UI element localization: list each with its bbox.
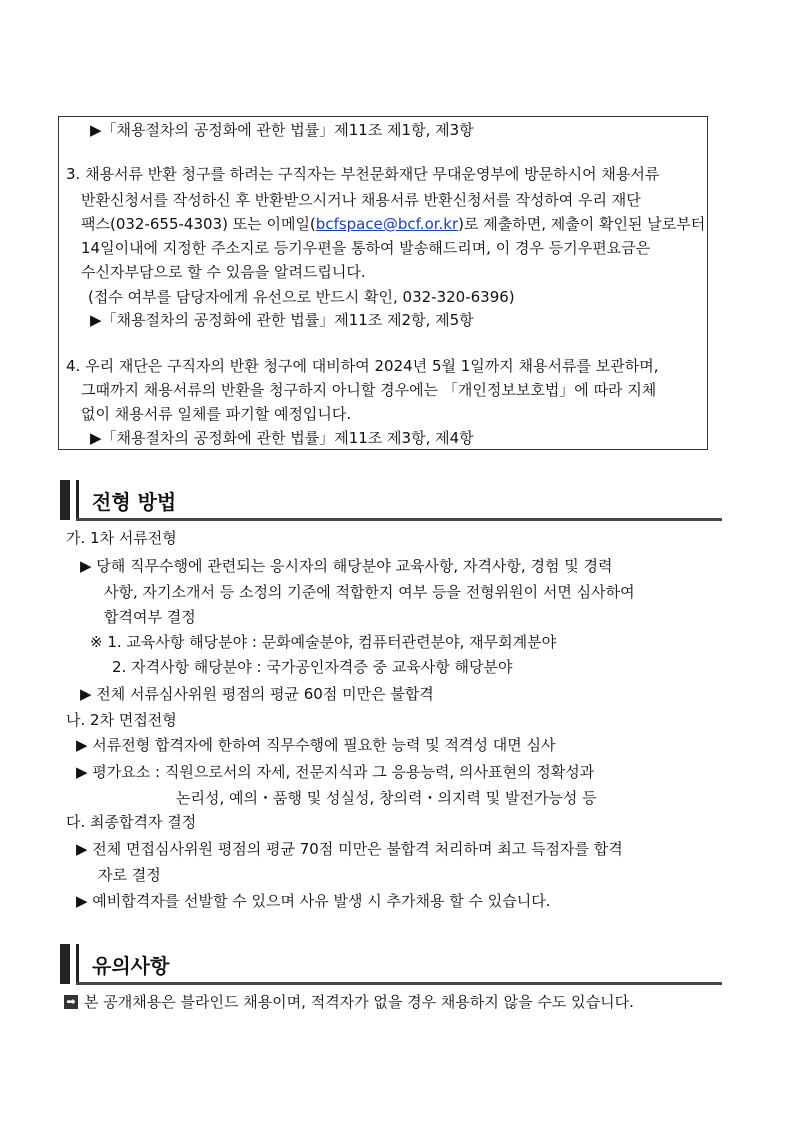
stage2-bullet1: ▶ 서류전형 합격자에 한하여 직무수행에 필요한 능력 및 적격성 대면 심사 xyxy=(76,736,556,754)
final-bullet1-line2: 자로 결정 xyxy=(98,866,161,884)
arrow-right-icon: ➡ xyxy=(64,995,78,1009)
stage1-title: 가. 1차 서류전형 xyxy=(66,529,177,547)
law-ref-1: ▶「채용절차의 공정화에 관한 법률」제11조 제1항, 제3항 xyxy=(90,121,474,139)
section-marker xyxy=(60,480,70,520)
item4-line2: 그때까지 채용서류의 반환을 청구하지 아니할 경우에는 「개인정보보호법」에 따라 지체 xyxy=(81,381,657,399)
item3-line5: 수신자부담으로 할 수 있음을 알려드립니다. xyxy=(81,263,366,281)
item3-contact-note: (접수 여부를 담당자에게 유선으로 반드시 확인, 032-320-6396) xyxy=(88,288,515,306)
item4-line1: 4. 우리 재단은 구직자의 반환 청구에 대비하여 2024년 5월 1일까지 채용서류를 보관하며, xyxy=(66,357,659,375)
final-bullet1-line1: ▶ 전체 면접심사위원 평점의 평균 70점 미만은 불합격 처리하며 최고 득점자를 합격 xyxy=(76,840,623,858)
item3-line1: 3. 채용서류 반환 청구를 하려는 구직자는 부천문화재단 무대운영부에 방문하시어 채용서류 xyxy=(66,165,660,183)
item4-line3: 없이 채용서류 일체를 파기할 예정입니다. xyxy=(81,405,352,423)
stage1-bullet1-line3: 합격여부 결정 xyxy=(104,608,196,626)
notes-text: 본 공개채용은 블라인드 채용이며, 적격자가 없을 경우 채용하지 않을 수도 있습니다. xyxy=(84,993,634,1011)
section-underline xyxy=(76,982,722,985)
item3-line4: 14일이내에 지정한 주소지로 등기우편을 통하여 발송해드리며, 이 경우 등기우편요금은 xyxy=(81,239,651,257)
stage1-note1: ※ 1. 교육사항 해당분야 : 문화예술분야, 컴퓨터관련분야, 재무회계분야 xyxy=(90,633,557,651)
stage2-title: 나. 2차 면접전형 xyxy=(66,711,177,729)
email-link[interactable]: bcfspace@bcf.or.kr xyxy=(315,215,459,233)
section-marker-thin xyxy=(76,944,79,984)
item3-line3 xyxy=(81,214,705,234)
law-ref-2: ▶「채용절차의 공정화에 관한 법률」제11조 제2항, 제5항 xyxy=(90,311,474,329)
stage1-bullet2: ▶ 전체 서류심사위원 평점의 평균 60점 미만은 불합격 xyxy=(80,685,434,703)
law-ref-3: ▶「채용절차의 공정화에 관한 법률」제11조 제3항, 제4항 xyxy=(90,429,474,447)
stage1-bullet1-line1: ▶ 당해 직무수행에 관련되는 응시자의 해당분야 교육사항, 자격사항, 경험 및 경력 xyxy=(80,557,613,575)
final-bullet2: ▶ 예비합격자를 선발할 수 있으며 사유 발생 시 추가채용 할 수 있습니다. xyxy=(76,892,551,910)
final-title: 다. 최종합격자 결정 xyxy=(66,813,197,831)
stage2-bullet2-line1: ▶ 평가요소 : 직원으로서의 자세, 전문지식과 그 응용능력, 의사표현의 정확성과 xyxy=(76,763,595,781)
section-underline xyxy=(76,518,722,521)
item3-line3-post: )로 제출하면, 제출이 확인된 날로부터 xyxy=(458,215,706,233)
section-title-notes: 유의사항 xyxy=(92,954,170,978)
stage1-bullet1-line2: 사항, 자기소개서 등 소정의 기준에 적합한지 여부 등을 전형위원이 서면 심사하여 xyxy=(104,583,635,601)
stage1-note2: 2. 자격사항 해당분야 : 국가공인자격증 중 교육사항 해당분야 xyxy=(112,658,513,676)
section-marker xyxy=(60,944,70,984)
item3-line2: 반환신청서를 작성하신 후 반환받으시거나 채용서류 반환신청서를 작성하여 우리 재단 xyxy=(81,191,641,209)
item3-line3-pre: 팩스(032-655-4303) 또는 이메일( xyxy=(81,215,316,233)
section-marker-thin xyxy=(76,480,79,520)
section-title-selection-method: 전형 방법 xyxy=(92,490,177,514)
stage2-bullet2-line2: 논리성, 예의・품행 및 성실성, 창의력・의지력 및 발전가능성 등 xyxy=(176,789,597,807)
